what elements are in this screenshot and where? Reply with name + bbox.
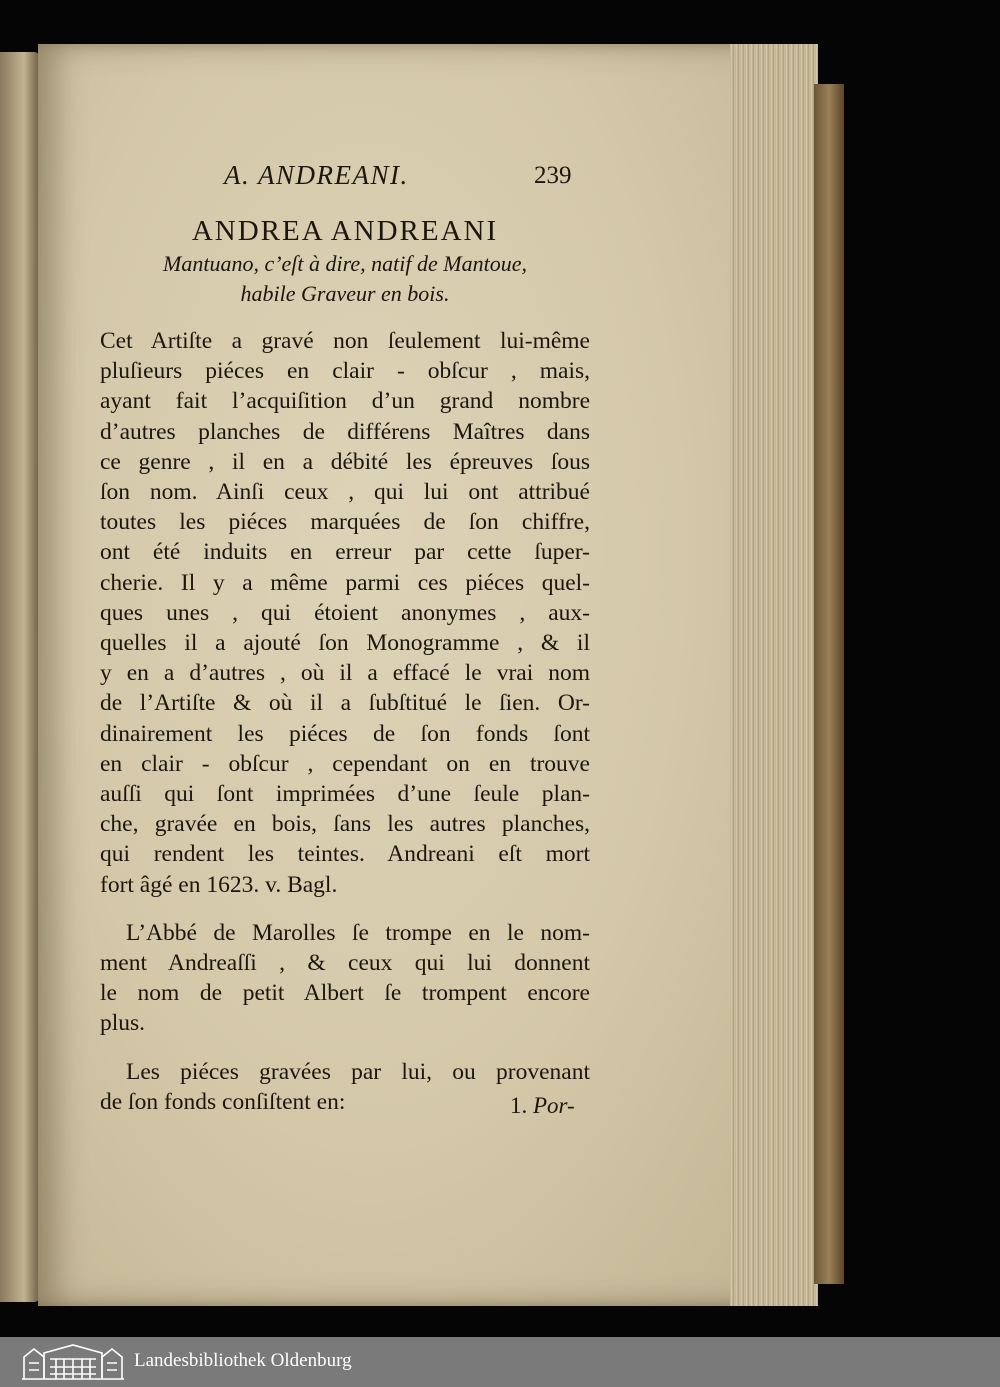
text-line: y en a d’autres , où il a effacé le vrai nom xyxy=(100,660,590,687)
text-line: quelles il a ajouté ſon Monogramme , & il xyxy=(100,630,590,657)
text-line: toutes les piéces marquées de ſon chiffre, xyxy=(100,509,590,536)
text-line: dinairement les piéces de ſon fonds ſont xyxy=(100,720,590,747)
text-line: ques unes , qui étoient anonymes , aux- xyxy=(100,599,590,626)
running-head xyxy=(100,160,590,194)
text-line: Cet Artiſte a gravé non ſeulement lui-même xyxy=(100,328,590,354)
text-line: de l’Artiſte & où il a ſubſtitué le ſien. Or- xyxy=(100,690,590,717)
text-line: L’Abbé de Marolles ſe trompe en le nom- xyxy=(126,919,590,946)
text-line: plus. xyxy=(100,1010,146,1037)
catchword xyxy=(510,1093,575,1119)
entry-title: ANDREA ANDREANI xyxy=(191,215,499,247)
book-spine xyxy=(814,84,844,1284)
library-name: Landesbibliothek Oldenburg xyxy=(134,1350,352,1371)
text-line: Les piéces gravées par lui, ou provenant xyxy=(126,1058,590,1085)
text-line: ayant fait l’acquiſition d’un grand nombre xyxy=(100,388,590,415)
text-line: d’autres planches de différens Maîtres dans xyxy=(100,418,590,445)
catchword-word: Por- xyxy=(533,1093,575,1118)
text-line: en clair - obſcur , cependant on en trouve xyxy=(100,750,590,777)
text-line: che, gravée en bois, ſans les autres planches, xyxy=(100,811,590,838)
entry-subtitle-line-1: Mantuano, c’eſt à dire, natif de Mantoue, xyxy=(163,251,527,276)
text-line: fort âgé en 1623. v. Bagl. xyxy=(100,871,338,898)
catchword-number: 1. xyxy=(510,1093,528,1118)
text-line: qui rendent les teintes. Andreani eſt mort xyxy=(100,841,590,868)
text-line: pluſieurs piéces en clair - obſcur , mais, xyxy=(100,358,590,385)
paragraph-2 xyxy=(100,918,590,1039)
text-line: ſon nom. Ainſi ceux , qui lui ont attribué xyxy=(100,479,590,506)
page-edges xyxy=(730,44,818,1306)
text-line: ont été induits en erreur par cette ſuper- xyxy=(100,539,590,566)
text-line: ment Andreaſſi , & ceux qui lui donnent xyxy=(100,950,590,977)
text-line: cherie. Il y a même parmi ces piéces quel- xyxy=(100,569,590,596)
text-block xyxy=(100,160,590,1117)
paragraph-1 xyxy=(100,326,590,900)
footer-bar xyxy=(0,1337,1000,1387)
page-number: 239 xyxy=(534,162,572,189)
left-page-edge xyxy=(0,52,40,1302)
running-head-title: A. ANDREANI. xyxy=(224,160,409,190)
library-building-icon xyxy=(22,1343,124,1381)
text-line: le nom de petit Albert ſe trompent encore xyxy=(100,980,590,1007)
text-line: auſſi qui ſont imprimées d’une ſeule plan- xyxy=(100,781,590,808)
entry-subtitle-line-2: habile Graveur en bois. xyxy=(240,281,450,306)
text-line: ce genre , il en a débité les épreuves ſous xyxy=(100,448,590,475)
text-line: de ſon fonds conſiſtent en: xyxy=(100,1088,346,1115)
